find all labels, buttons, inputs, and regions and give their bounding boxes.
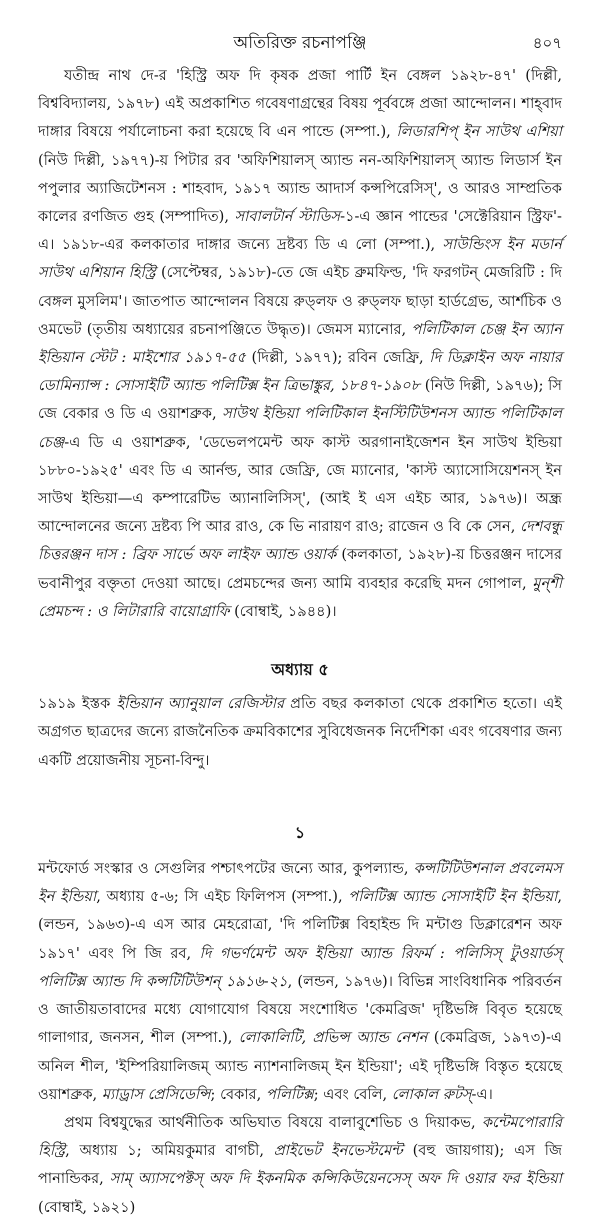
- text-run: , অধ্যায় ১; অমিয়কুমার বাগচী,: [65, 1142, 274, 1160]
- running-head: [38, 28, 562, 54]
- section-heading: ১: [294, 822, 306, 842]
- text-run: যতীন্দ্র নাথ দে-র 'হিস্ট্রি অফ দি কৃষক প্রজা পার্টি ইন বেঙ্গল ১৯২৮-৪৭' (দিল্লী, বিশ্ববিদ্যালয়, ১৯৭৮) এই অপ্রকাশিত গবেষণাগ্রন্থের বিষয় পূর্ববঙ্গে প্রজা আন্দোলন। শাহ্‌বাদ দাঙ্গার বিষয়ে পর্যালোচনা করা হয়েছে বি এন পান্ডে (সম্পা.),: [38, 67, 562, 141]
- cited-title: দি ডিক্লাইন অফ নায়ার ডোমিন্যান্স : সোসাইটি অ্যান্ড পলিটিক্স ইন ত্রিভাঙ্কুর, ১৮৪৭-১৯০৮: [38, 349, 562, 395]
- text-run: (দিল্লী, ১৯৭৭); রবিন জেফ্রি,: [245, 349, 430, 367]
- paragraph: [38, 855, 562, 1109]
- text-run: (বোম্বাই, ১৯২১): [38, 1198, 136, 1216]
- text-run: , অধ্যায় ৫-৬; সি এইচ ফিলিপস (সম্পা.),: [96, 888, 349, 906]
- text-run: প্রতি বছর কলকাতা থেকে প্রকাশিত হতো। এই অগ্রগত ছাত্রদের জন্যে রাজনৈতিক ক্রমবিকাশের সুবিধেজনক নির্দেশিকা এবং গবেষণার জন্য একটি প্রয়োজনীয় সূচনা-বিন্দু।: [38, 695, 562, 769]
- text-run: (বহু জায়গায়); এস জি পানান্ডিকর,: [38, 1142, 563, 1188]
- cited-title: পলিটিক্স: [265, 1085, 314, 1103]
- cited-title: দেশবন্ধু চিত্তরঞ্জন দাস : ব্রিফ সার্ভে অফ লাইফ অ্যান্ড ওয়ার্ক: [38, 518, 562, 564]
- bibliography-section-prev: [38, 62, 562, 626]
- page-number: ৪০৭: [532, 34, 562, 52]
- cited-title: কন্সটিটিউশনাল প্রবলেমস ইন ইন্ডিয়া: [38, 860, 563, 906]
- paragraph: [38, 62, 562, 626]
- text-run: -এ।: [471, 1085, 493, 1103]
- cited-title: প্রাইভেট ইনভেস্টমেন্ট: [273, 1142, 403, 1160]
- text-run: (বোম্বাই, ১৯৪৪)।: [229, 602, 337, 620]
- text-run: মন্টফোর্ড সংস্কার ও সেগুলির পশ্চাৎপটের জন্যে আর, কুপল্যান্ড,: [38, 860, 414, 878]
- cited-title: কন্টেমপোরারি হিস্ট্রি: [38, 1113, 562, 1160]
- text-run: , (লন্ডন, ১৯৭৬)। বিভিন্ন সাংবিধানিক পরিবর্তন ও জাতীয়তাবাদের মধ্যে যোগাযোগ বিষয়ে সংশোধিত 'কেমব্রিজ' দৃষ্টিভঙ্গি বিবৃত হয়েছে গালাগার, জনসন, শীল (সম্পা.),: [38, 972, 563, 1047]
- cited-title: সাউথ ইন্ডিয়া পলিটিকাল ইনস্টিটিউশনস অ্যান্ড পলিটিকাল চেঞ্জ: [38, 405, 563, 451]
- cited-title: দি গভর্ণমেন্ট অফ ইন্ডিয়া অ্যান্ড রিফর্ম : পলিসিস্ টুওয়ার্ডস্ পলিটিক্স অ্যান্ড দি কন্সটিটিউশন্ ১৯১৬-২১: [38, 944, 562, 990]
- chapter-intro-paragraph: [38, 690, 562, 775]
- cited-title: লিডারশিপ্ ইন সাউথ এশিয়া: [396, 123, 562, 141]
- text-run: -১-এ জ্ঞান পান্ডের 'সেক্টেরিয়ান স্ট্রিফ'-এ। ১৯১৮-এর কলকাতার দাঙ্গার জন্যে দ্রষ্টব্য ডি এ লো (সম্পা.),: [38, 208, 562, 254]
- text-run: (কেমব্রিজ, ১৯৭৩)-এ অনিল শীল, 'ইম্পিরিয়ালিজম্ অ্যান্ড ন্যাশনালিজম্ ইন ইন্ডিয়া'; এই দৃষ্টিভঙ্গি বিস্তৃত হয়েছে ওয়াশব্রুক,: [38, 1029, 563, 1103]
- body-text: [38, 62, 562, 1222]
- running-title: অতিরিক্ত রচনাপঞ্জি: [233, 33, 367, 53]
- text-run: (কলকাতা, ১৯২৮)-য় চিত্তরঞ্জন দাসের ভবানীপুর বক্তৃতা দেওয়া আছে। প্রেমচন্দের জন্য আমি ব্যবহার করেছি মদন গোপাল,: [38, 546, 562, 592]
- cited-title: পলিটিক্স অ্যান্ড সোসাইটি ইন ইন্ডিয়া: [348, 888, 558, 906]
- cited-title: মুন্‌শী প্রেমচন্দ : ও লিটারারি বায়োগ্রাফি: [38, 574, 562, 620]
- cited-title: ইন্ডিয়ান অ্যানুয়াল রেজিস্টার: [116, 695, 284, 713]
- text-run: -এ ডি এ ওয়াশব্রুক, 'ডেভেলপমেন্ট অফ কাস্ট অরগানাইজেশন ইন সাউথ ইন্ডিয়া ১৮৮০-১৯২৫' এবং ডি এ আর্নল্ড, আর জেফ্রি, জে ম্যানোর, 'কাস্ট অ্যাসোসিয়েশনস্ ইন সাউথ ইন্ডিয়া—এ কম্পারেটিভ অ্যানালিসিস্', (আই ই এস এইচ আর, ১৯৭৬)। অন্ধ্র আন্দোলনের জন্যে দ্রষ্টব্য পি আর রাও, কে ভি নারায়ণ রাও; রাজেন ও বি কে সেন,: [38, 433, 562, 536]
- cited-title: সাম্ অ্যাসপেক্টস্ অফ দি ইকনমিক কন্সিকিউয়েনসেস্ অফ দি ওয়ার ফর ইন্ডিয়া: [109, 1170, 562, 1188]
- text-run: ; বেকার,: [210, 1085, 266, 1103]
- text-run: ; এবং বেলি,: [313, 1085, 392, 1103]
- cited-title: সাবালটার্ন স্টাডিস: [234, 208, 341, 226]
- cited-title: পলিটিকাল চেঞ্জ ইন অ্যান ইন্ডিয়ান স্টেট : মাইশোর ১৯১৭-৫৫: [38, 320, 562, 367]
- paragraph: [38, 1109, 562, 1222]
- cited-title: লোকালিটি, প্রভিন্স অ্যান্ড নেশন: [238, 1029, 428, 1047]
- cited-title: সাউন্ডিংস ইন মডার্ন সাউথ এশিয়ান হিস্ট্রি: [38, 236, 562, 282]
- cited-title: লোকাল রুটস্: [391, 1085, 472, 1103]
- text-run: (সেপ্টেম্বর, ১৯১৮)-তে জে এইচ ব্রুমফিল্ড, 'দি ফরগটন্ মেজরিটি : দি বেঙ্গল মুসলিম'। জাতপাত আন্দোলন বিষয়ে রুড্‌লফ ও রুড্‌লফ ছাড়া হার্ডগ্রেভ, আর্শচিক ও ওমভেট (তৃতীয় অধ্যায়ের রচনাপঞ্জিতে উদ্ধৃত)। জেমস ম্যানোর,: [38, 264, 562, 338]
- text-run: প্রথম বিশ্বযুদ্ধের আর্থনীতিক অভিঘাত বিষয়ে বালাবুশেভিচ ও দিয়াকভ,: [64, 1113, 482, 1131]
- text-run: (নিউ দিল্লী, ১৯৭৭)-য় পিটার রব 'অফিশিয়ালস্ অ্যান্ড নন-অফিশিয়ালস্ অ্যান্ড লিডার্স ইন পপুলার অ্যাজিটেশনস : শাহবাদ, ১৯১৭ অ্যান্ড আদার্স কন্সপিরেসিস্', ও আরও সাম্প্রতিক কালের রণজিত গুহ (সম্পাদিত),: [38, 151, 562, 226]
- text-run: , (লন্ডন, ১৯৬৩)-এ এস আর মেহরোত্রা, 'দি পলিটিক্স বিহাইন্ড দি মন্টাগু ডিক্লারেশন অফ ১৯১৭' এবং পি জি রব,: [38, 888, 562, 962]
- chapter-heading: অধ্যায় ৫: [271, 660, 329, 680]
- bibliography-section-1: [38, 855, 562, 1222]
- text-run: ১৯১৯ ইস্তক: [38, 695, 117, 713]
- text-run: (নিউ দিল্লী, ১৯৭৬); সি জে বেকার ও ডি এ ওয়াশব্রুক,: [38, 377, 562, 423]
- cited-title: ম্যাড্রাস প্রেসিডেন্সি: [101, 1085, 211, 1103]
